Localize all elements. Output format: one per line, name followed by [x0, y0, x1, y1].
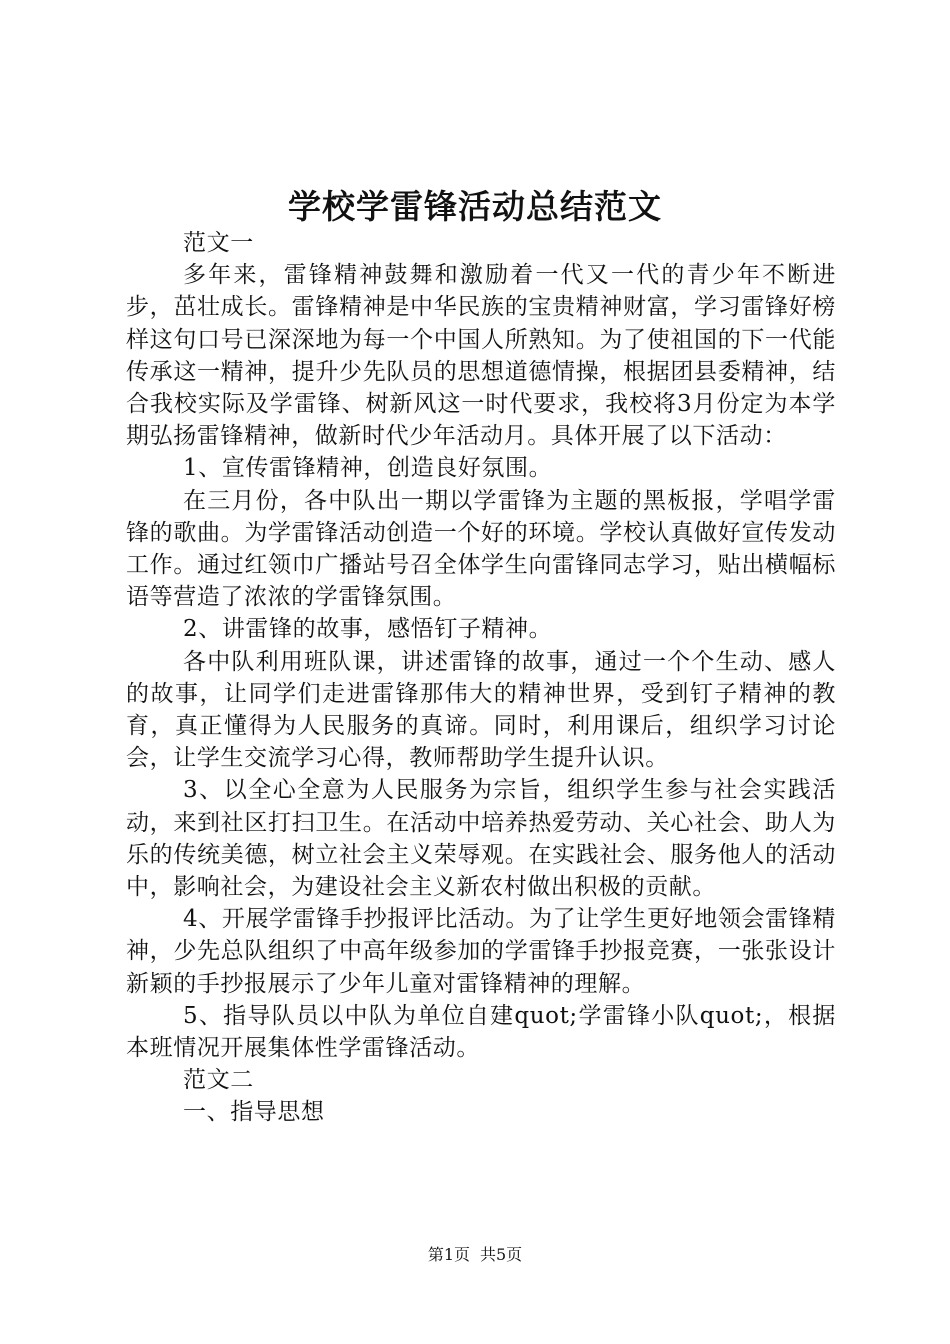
paragraph: 各中队利用班队课，讲述雷锋的故事，通过一个个生动、感人的故事，让同学们走进雷锋那伟大的精神世界，受到钉子精神的教育，真正懂得为人民服务的真谛。同时，利用课后，组织学习讨论会，让学生交流学习心得，教师帮助学生提升认识。 [126, 648, 836, 772]
document-title: 学校学雷锋活动总结范文 [288, 187, 662, 226]
section-heading-2: 范文二 [183, 1067, 254, 1094]
paragraph: 4、开展学雷锋手抄报评比活动。为了让学生更好地领会雷锋精神，少先总队组织了中高年级参加的学雷锋手抄报竞赛，一张张设计新颖的手抄报展示了少年儿童对雷锋精神的理解。 [126, 906, 836, 997]
document-body [126, 227, 836, 1129]
paragraph: 在三月份，各中队出一期以学雷锋为主题的黑板报，学唱学雷锋的歌曲。为学雷锋活动创造一个好的环境。学校认真做好宣传发动工作。通过红领巾广播站号召全体学生向雷锋同志学习，贴出横幅标语等营造了浓浓的学雷锋氛围。 [126, 487, 836, 611]
list-item-heading: 1、宣传雷锋精神，创造良好氛围。 [183, 455, 553, 482]
section-heading-1: 范文一 [183, 230, 254, 256]
subsection-heading: 一、指导思想 [183, 1099, 325, 1126]
paragraph: 多年来，雷锋精神鼓舞和激励着一代又一代的青少年不断进步，茁壮成长。雷锋精神是中华民族的宝贵精神财富，学习雷锋好榜样这句口号已深深地为每一个中国人所熟知。为了使祖国的下一代能传承这一精神，提升少先队员的思想道德情操，根据团县委精神，结合我校实际及学雷锋、树新风这一时代要求，我校将3月份定为本学期弘扬雷锋精神，做新时代少年活动月。具体开展了以下活动： [126, 262, 836, 450]
page-number: 第1页 [427, 1245, 470, 1264]
list-item-heading: 2、讲雷锋的故事，感悟钉子精神。 [183, 616, 553, 643]
page-total: 共5页 [480, 1245, 523, 1264]
paragraph: 3、以全心全意为人民服务为宗旨，组织学生参与社会实践活动，来到社区打扫卫生。在活动中培养热爱劳动、关心社会、助人为乐的传统美德，树立社会主义荣辱观。在实践社会、服务他人的活动中，影响社会，为建设社会主义新农村做出积极的贡献。 [126, 777, 836, 901]
page-footer [0, 1243, 950, 1267]
paragraph: 5、指导队员以中队为单位自建quot;学雷锋小队quot;，根据本班情况开展集体性学雷锋活动。 [126, 1002, 836, 1062]
